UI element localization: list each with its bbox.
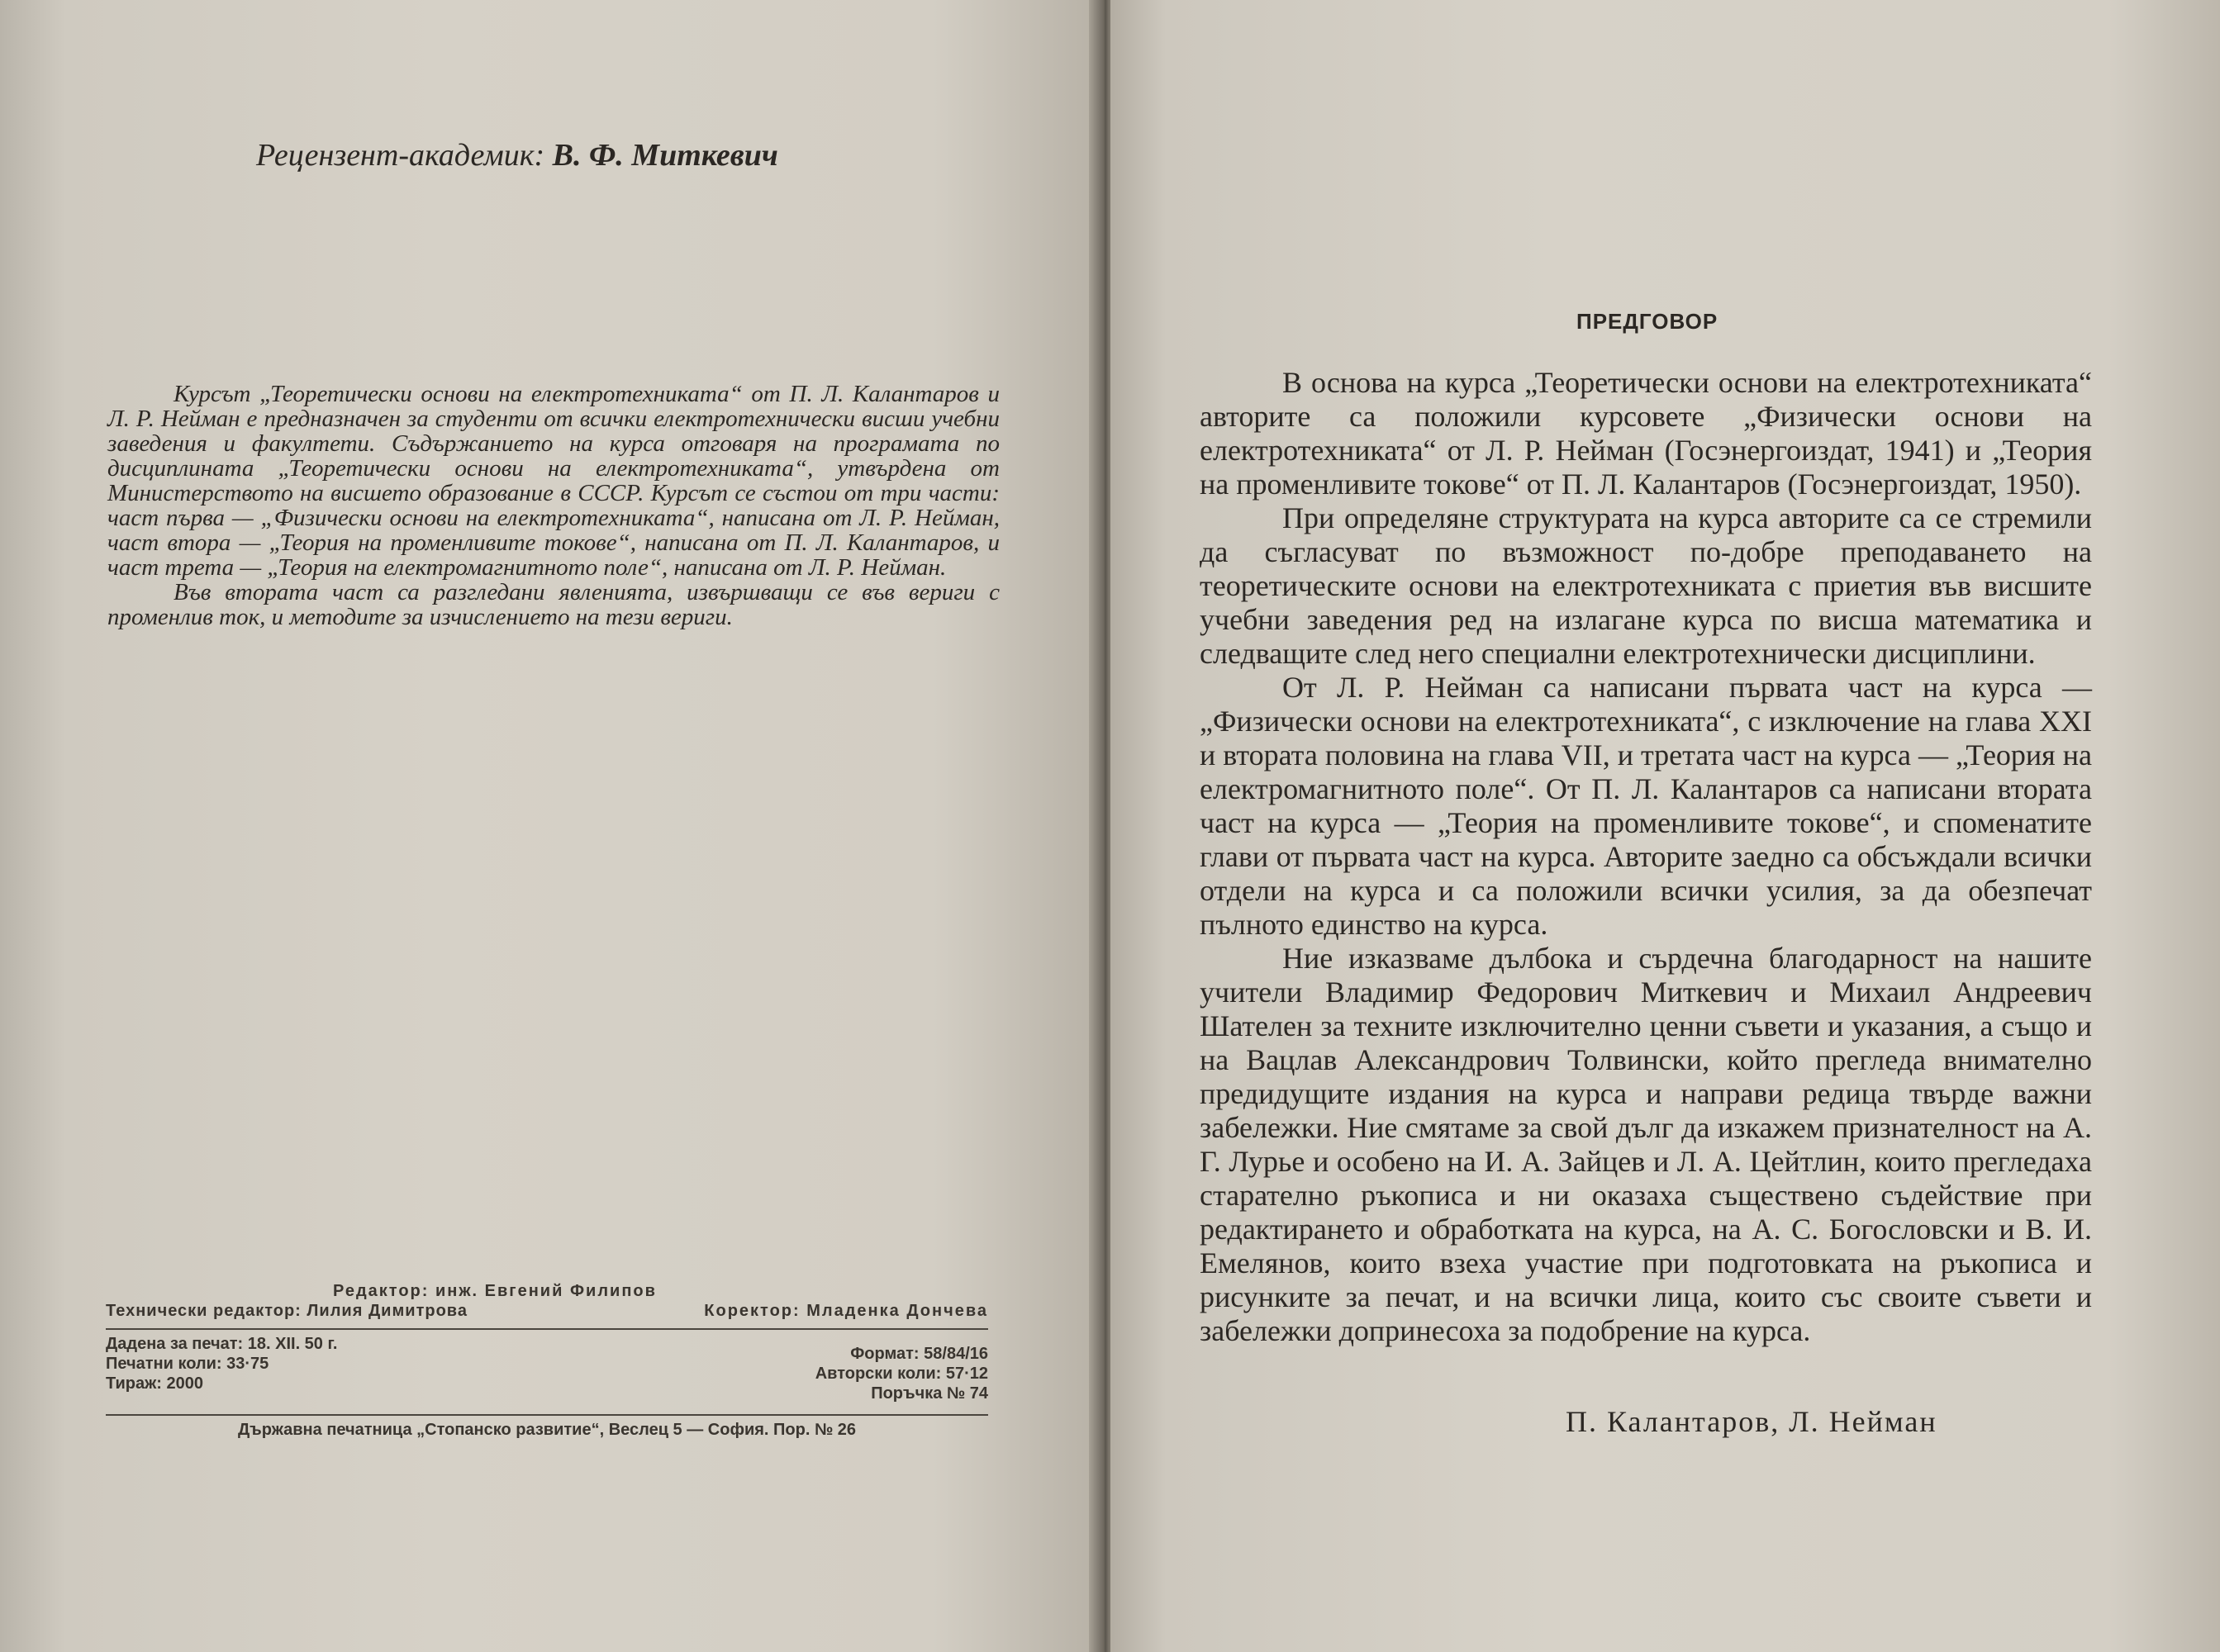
preface-body xyxy=(1200,366,2092,1348)
order-number: Поръчка № 74 xyxy=(871,1384,988,1403)
reviewer-name: В. Ф. Миткевич xyxy=(552,138,778,173)
technical-editor-credit: Технически редактор: Лилия Димитрова xyxy=(106,1302,468,1320)
print-sheets: Печатни коли: 33·75 xyxy=(106,1355,269,1373)
editor-credit: Редактор: инж. Евгений Филипов xyxy=(333,1282,657,1300)
reviewer-line xyxy=(256,137,778,173)
reviewer-label: Рецензент-академик: xyxy=(256,138,545,173)
preface-paragraph: В основа на курса „Теоретически основи на електротехниката“ авторите са положили курсовете „Физически основи на електротехниката“ от Л. Р. Нейман (Госэнергоиздат, 1941) и „Теория на променливите токове“ от П. Л. Калантаров (Госэнергоиздат, 1950). xyxy=(1200,366,2092,501)
printer-line: Държавна печатница „Стопанско развитие“, Веслец 5 — София. Пор. № 26 xyxy=(237,1421,857,1439)
left-page xyxy=(0,0,1097,1652)
imprint-block xyxy=(106,1282,988,1440)
preface-paragraph: При определяне структурата на курса авторите са се стремили да съгласуват по възможност по-добре преподаването на теоретическите основи на електротехниката с приетия във висшите учебни заведения ред на излагане курса по висша математика и следващите след него специални електротехнически дисциплини. xyxy=(1200,501,2092,670)
circulation: Тираж: 2000 xyxy=(106,1374,203,1393)
format: Формат: 58/84/16 xyxy=(850,1345,988,1363)
preface-paragraph: От Л. Р. Нейман са написани първата част на курса — „Физически основи на електротехниката“, с изключение на глава XXI и втората половина на глава VII, и третата част на курса — „Теория на електромагнитното поле“. От П. Л. Калантаров са написани втората част на курса — „Теория на променливите токове“, и споменатите глави от първата част на курса. Авторите заедно са обсъждали всички отдели на курса и са положили всички усилия, за да обезпечат пълното единство на курса. xyxy=(1200,671,2092,941)
imprint-divider xyxy=(106,1414,988,1416)
imprint-divider xyxy=(106,1328,988,1330)
annotation-paragraph: Във втората част са разгледани явленията, извършващи се във вериги с променлив ток, и методите за изчислението на тези вериги. xyxy=(107,579,1000,630)
annotation-paragraph: Курсът „Теоретически основи на електротехниката“ от П. Л. Калантаров и Л. Р. Нейман е предназначен за студенти от всички електротехнически висши учебни заведения и факултети. Съдържанието на курса отговаря на програмата по дисциплината „Теоретически основи на електротехниката“, утвърдена от Министерството на висшето образование в СССР. Курсът се състои от три части: част първа — „Физически основи на електротехниката“, написана от Л. Р. Нейман, част втора — „Теория на променливите токове“, написана от П. Л. Калантаров, и част трета — „Теория на електромагнитното поле“, написана от Л. Р. Нейман. xyxy=(107,381,1000,581)
preface-paragraph: Ние изказваме дълбока и сърдечна благодарност на нашите учители Владимир Федорович Миткевич и Михаил Андреевич Шателен за техните изключително ценни съвети и указания, а също и на Вацлав Александрович Толвински, който прегледа внимателно предидущите издания на курса и направи редица твърде важни забележки. Ние смятаме за свой дълг да изкажем признателност на А. Г. Лурье и особено на И. А. Зайцев и Л. А. Цейтлин, които прегледаха старателно ръкописа и ни оказаха съществено съдействие при редактирането и обработката на курса, на А. С. Богословски и В. И. Емелянов, които взеха участие при подготовката на ръкописа и рисунките за печат, и на всички лица, които със своите съвети и забележки допринесоха за подобрение на курса. xyxy=(1200,942,2092,1347)
preface-signature: П. Калантаров, Л. Нейман xyxy=(1566,1405,1937,1438)
book-annotation xyxy=(107,382,1000,629)
corrector-credit: Коректор: Младенка Дончева xyxy=(704,1302,988,1320)
preface-title: ПРЕДГОВОР xyxy=(1576,309,1718,334)
date-to-print: Дадена за печат: 18. XII. 50 г. xyxy=(106,1335,338,1353)
author-sheets: Авторски коли: 57·12 xyxy=(815,1365,988,1383)
